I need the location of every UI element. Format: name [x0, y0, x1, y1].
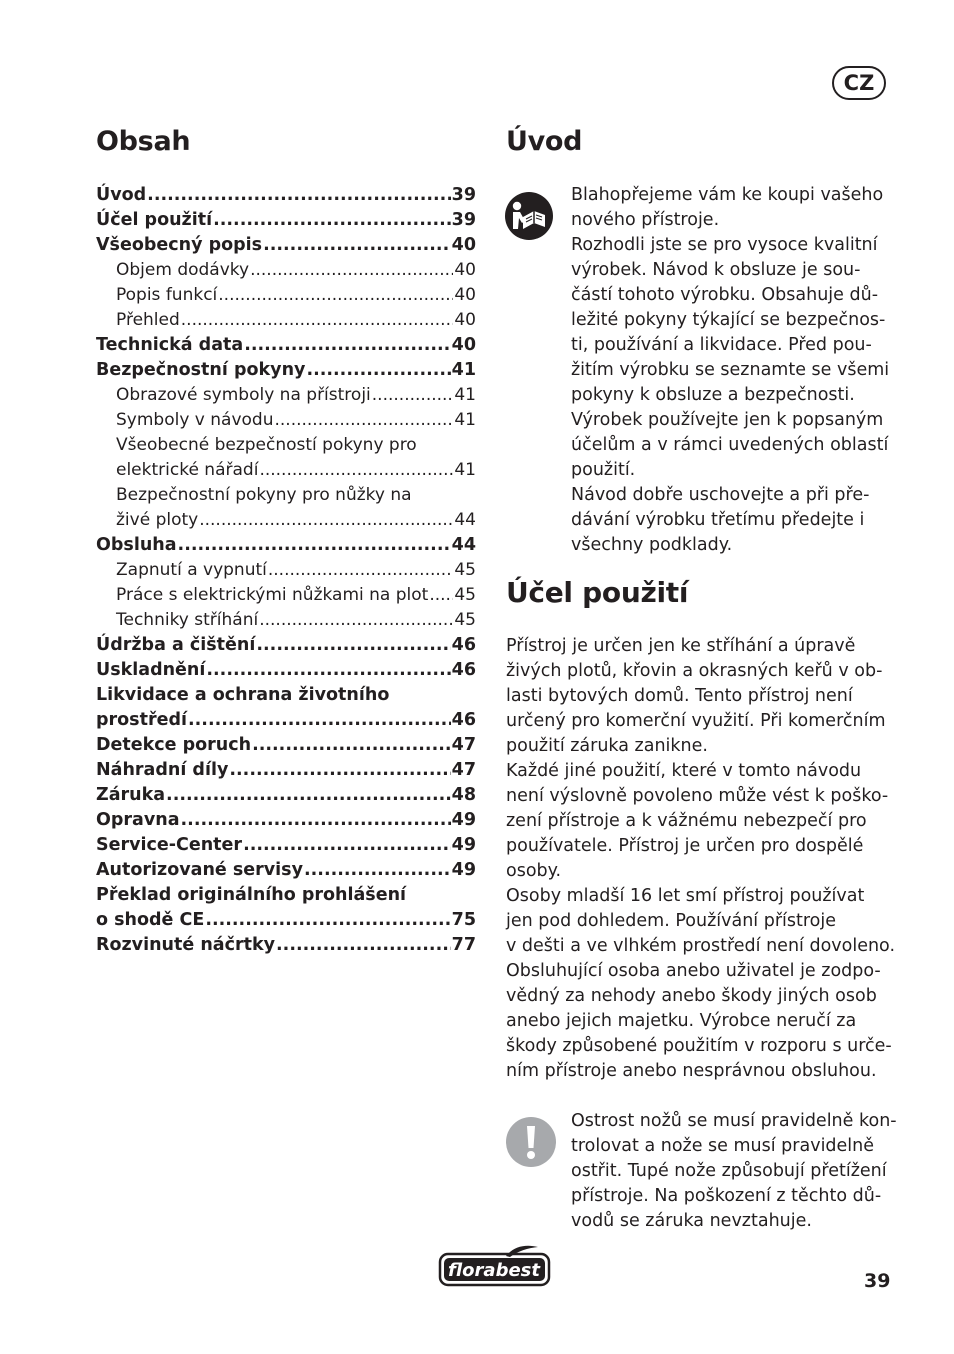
text-line: Blahopřejeme vám ke koupi vašeho [571, 185, 884, 205]
text-line: není výslovně povoleno může vést k poško- [506, 786, 889, 806]
text-line: anebo jejich majetku. Výrobce neručí za [506, 1011, 857, 1031]
text-line: přístroje. Na poškození z těchto dů- [571, 1186, 882, 1206]
toc-entry-page: 46 [451, 635, 476, 655]
text-line: Osoby mladší 16 let smí přístroj používat [506, 886, 865, 906]
text-line: určený pro komerční využití. Při komerčním [506, 711, 886, 731]
toc-entry-label: o shodě CE [96, 910, 205, 930]
toc-entry-label: Objem dodávky [116, 260, 250, 280]
text-line: trolovat a nože se musí pravidelně [571, 1136, 875, 1156]
toc-leader-dots [256, 633, 450, 658]
toc-entry-label: Rozvinuté náčrtky [96, 935, 276, 955]
toc-entry [96, 258, 476, 283]
toc-entry-label: Uskladnění [96, 660, 206, 680]
text-line: nového přístroje. [571, 210, 720, 230]
toc-entry-label: Service-Center [96, 835, 243, 855]
text-line: ostřit. Tupé nože způsobují přetížení [571, 1161, 887, 1181]
toc-entry-label: Autorizované servisy [96, 860, 304, 880]
toc-entry-label: Práce s elektrickými nůžkami na plot [116, 585, 429, 605]
intro-title: Úvod [506, 126, 583, 157]
toc-entry [96, 183, 476, 208]
toc-entry-page: 40 [454, 260, 476, 280]
toc-leader-dots [274, 408, 453, 433]
toc-entry-page: 41 [451, 360, 476, 380]
text-line: Přístroj je určen jen ke stříhání a úpravě [506, 636, 856, 656]
toc-entry [96, 658, 476, 683]
toc-leader-dots [243, 833, 451, 858]
toc-entry [96, 933, 476, 958]
logo-wordmark: florabest [448, 1260, 540, 1281]
text-line: vědný za nehody anebo škody jiných osob [506, 986, 877, 1006]
purpose-paragraph [506, 634, 895, 1084]
toc-leader-dots [229, 758, 450, 783]
toc-entry-label: Přehled [116, 310, 180, 330]
toc-leader-dots [252, 733, 451, 758]
intro-paragraph [571, 183, 889, 558]
toc-leader-dots [199, 508, 453, 533]
toc-entry-page: 49 [451, 810, 476, 830]
text-line: částí tohoto výrobku. Obsahuje dů- [571, 285, 879, 305]
text-line: vodů se záruka nevztahuje. [571, 1211, 812, 1231]
toc-entry [96, 208, 476, 233]
text-line: ležité pokyny týkající se bezpečnos- [571, 310, 886, 330]
toc-leader-dots [263, 233, 451, 258]
toc-entry-label: Zapnutí a vypnutí [116, 560, 267, 580]
text-line: osoby. [506, 861, 562, 881]
toc-entry [96, 908, 476, 933]
toc-title: Obsah [96, 126, 191, 157]
toc-leader-dots [259, 458, 453, 483]
toc-entry [96, 583, 476, 608]
exclamation-icon [506, 1117, 556, 1167]
text-line: jen pod dohledem. Používání přístroje [506, 911, 837, 931]
toc-leader-dots [147, 183, 450, 208]
toc-entry-page: 45 [454, 610, 476, 630]
toc-entry [96, 508, 476, 533]
toc-entry-label: prostředí [96, 710, 187, 730]
text-line: účelům a v rámci uvedených oblastí [571, 435, 889, 455]
toc-entry-page: 49 [451, 860, 476, 880]
page-number: 39 [864, 1270, 891, 1292]
toc-entry [96, 808, 476, 833]
text-line: Ostrost nožů se musí pravidelně kon- [571, 1111, 897, 1131]
toc-entry [96, 708, 476, 733]
toc-entry-page: 45 [454, 585, 476, 605]
text-line: škody způsobené použitím v rozporu s urče- [506, 1036, 892, 1056]
toc-entry [96, 458, 476, 483]
toc-leader-dots [276, 933, 451, 958]
toc-leader-dots [188, 708, 451, 733]
toc-leader-dots [181, 808, 451, 833]
toc-entry [96, 783, 476, 808]
toc-entry-page: 75 [451, 910, 476, 930]
toc-entry-label: Náhradní díly [96, 760, 229, 780]
text-line: Návod dobře uschovejte a při pře- [571, 485, 870, 505]
toc-entry-page: 48 [451, 785, 476, 805]
text-line: ti, používání a likvidace. Před pou- [571, 335, 872, 355]
toc-leader-dots [429, 583, 453, 608]
toc-entry-page: 45 [454, 560, 476, 580]
text-line: všechny podklady. [571, 535, 733, 555]
warning-paragraph [571, 1109, 897, 1234]
toc-entry-page: 39 [451, 185, 476, 205]
toc-entry-page: 77 [451, 935, 476, 955]
toc-leader-dots [259, 608, 453, 633]
text-line: používatele. Přístroj je určen pro dospělé [506, 836, 864, 856]
language-badge: CZ [832, 66, 886, 100]
text-line: Výrobek používejte jen k popsaným [571, 410, 884, 430]
toc-entry [96, 483, 476, 508]
toc-entry [96, 358, 476, 383]
toc-entry-label: Všeobecný popis [96, 235, 263, 255]
text-line: dávání výrobku třetímu předejte i [571, 510, 865, 530]
text-line: pokyny k obsluze a bezpečnosti. [571, 385, 855, 405]
toc-entry-label: Techniky stříhání [116, 610, 259, 630]
toc-entry-page: 41 [454, 460, 476, 480]
text-line: lasti bytových domů. Tento přístroj není [506, 686, 853, 706]
toc-entry-label: Popis funkcí [116, 285, 218, 305]
toc-entry-page: 47 [451, 760, 476, 780]
toc-entry-page: 46 [451, 660, 476, 680]
toc-leader-dots [206, 658, 450, 683]
toc-leader-dots [268, 558, 453, 583]
toc-entry-label: Technická data [96, 335, 244, 355]
toc-entry-label: Záruka [96, 785, 166, 805]
toc-entry-label: Symboly v návodu [116, 410, 274, 430]
toc-leader-dots [178, 533, 451, 558]
text-line: živých plotů, křovin a okrasných keřů v ob- [506, 661, 883, 681]
toc-entry-label: Účel použití [96, 210, 213, 230]
text-line: použití záruka zanikne. [506, 736, 708, 756]
toc-entry-label: Likvidace a ochrana životního [96, 685, 390, 705]
toc-entry [96, 883, 476, 908]
toc-entry [96, 533, 476, 558]
toc-entry-page: 47 [451, 735, 476, 755]
text-line: Obsluhující osoba anebo uživatel je zodpo- [506, 961, 881, 981]
toc-entry-page: 40 [454, 285, 476, 305]
toc-entry [96, 833, 476, 858]
toc-entry-page: 41 [454, 410, 476, 430]
toc-entry-page: 44 [451, 535, 476, 555]
text-line: použití. [571, 460, 636, 480]
toc-entry [96, 758, 476, 783]
toc-entry-label: Bezpečnostní pokyny pro nůžky na [116, 485, 412, 505]
text-line: zení přístroje a k vážnému nebezpečí pro [506, 811, 867, 831]
text-line: výrobek. Návod k obsluze je sou- [571, 260, 861, 280]
toc-entry-page: 41 [454, 385, 476, 405]
toc-entry [96, 308, 476, 333]
toc-entry-page: 46 [451, 710, 476, 730]
toc-entry [96, 433, 476, 458]
toc-leader-dots [213, 208, 451, 233]
table-of-contents [96, 183, 476, 958]
toc-leader-dots [205, 908, 450, 933]
text-line: ním přístroje anebo nesprávnou obsluhou. [506, 1061, 877, 1081]
read-manual-icon [504, 191, 554, 241]
toc-entry-page: 49 [451, 835, 476, 855]
toc-leader-dots [306, 358, 450, 383]
toc-entry [96, 383, 476, 408]
toc-entry [96, 283, 476, 308]
toc-entry-page: 39 [451, 210, 476, 230]
toc-leader-dots [250, 258, 453, 283]
toc-entry-label: Úvod [96, 185, 147, 205]
toc-entry [96, 633, 476, 658]
toc-entry [96, 608, 476, 633]
toc-entry-page: 44 [454, 510, 476, 530]
toc-entry-page: 40 [454, 310, 476, 330]
toc-entry-label: Bezpečnostní pokyny [96, 360, 306, 380]
toc-entry-label: Překlad originálního prohlášení [96, 885, 407, 905]
toc-leader-dots [218, 283, 453, 308]
toc-entry [96, 233, 476, 258]
toc-entry [96, 408, 476, 433]
toc-entry-label: živé ploty [116, 510, 199, 530]
toc-leader-dots [304, 858, 451, 883]
toc-entry-label: Všeobecné bezpečností pokyny pro [116, 435, 417, 455]
toc-entry [96, 558, 476, 583]
toc-entry [96, 333, 476, 358]
toc-leader-dots [372, 383, 454, 408]
toc-entry-label: Opravna [96, 810, 180, 830]
toc-entry-page: 40 [451, 235, 476, 255]
text-line: Každé jiné použití, které v tomto návodu [506, 761, 862, 781]
toc-entry [96, 733, 476, 758]
toc-leader-dots [166, 783, 451, 808]
toc-leader-dots [244, 333, 450, 358]
toc-leader-dots [181, 308, 454, 333]
text-line: v dešti a ve vlhkém prostředí není dovoleno. [506, 936, 896, 956]
text-line: Rozhodli jste se pro vysoce kvalitní [571, 235, 878, 255]
text-line: žitím výrobku se seznamte se všemi [571, 360, 890, 380]
toc-entry [96, 858, 476, 883]
toc-entry-page: 40 [451, 335, 476, 355]
florabest-logo [438, 1244, 552, 1288]
toc-entry-label: Obsluha [96, 535, 177, 555]
toc-entry [96, 683, 476, 708]
toc-entry-label: elektrické nářadí [116, 460, 259, 480]
toc-entry-label: Obrazové symboly na přístroji [116, 385, 371, 405]
purpose-title: Účel použití [506, 576, 689, 609]
toc-entry-label: Detekce poruch [96, 735, 252, 755]
toc-entry-label: Údržba a čištění [96, 635, 256, 655]
